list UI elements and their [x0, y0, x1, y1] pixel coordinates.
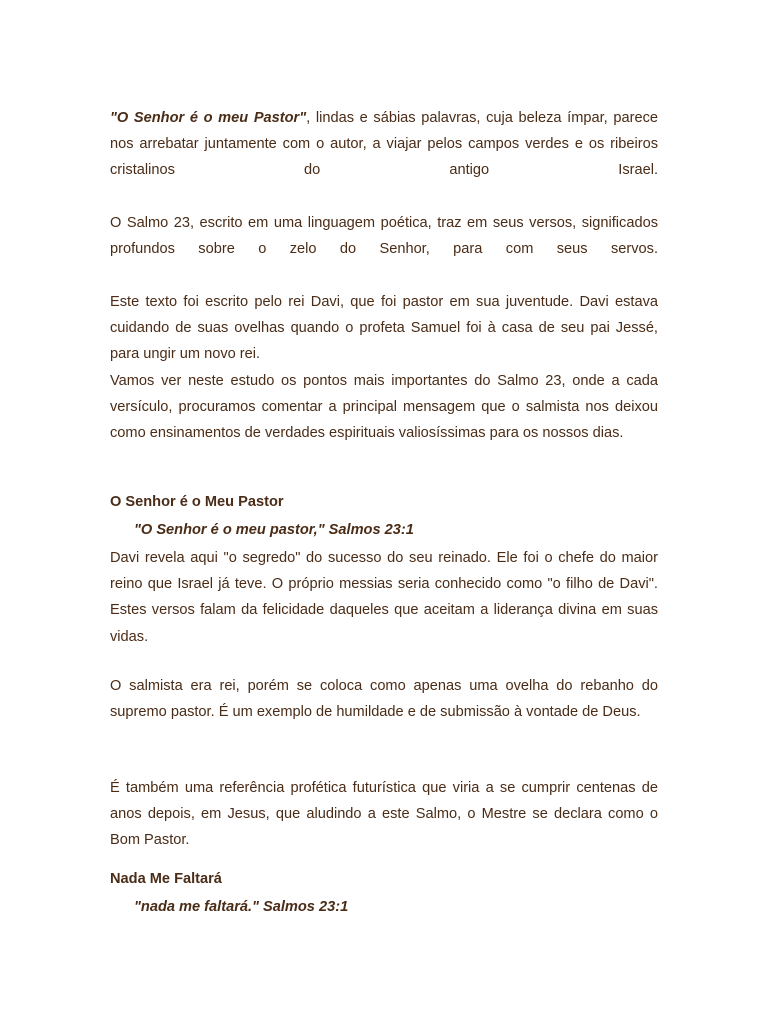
verse-quote-1: "O Senhor é o meu pastor," Salmos 23:1 [134, 521, 414, 538]
intro-text: , lindas e sábias palavras, cuja beleza ímpar, parece nos arrebatar juntamente com o autor, a viajar pelos campos verdes e os ribeiros cristalinos do antigo Israel. [110, 109, 659, 179]
salmo-paragraph: O Salmo 23, escrito em uma linguagem poética, traz em seus versos, significados profundos sobre o zelo do Senhor, para com seus servos. [110, 214, 658, 257]
intro-quote: "O Senhor é o meu Pastor" [110, 109, 307, 126]
humildade-paragraph: O salmista era rei, porém se coloca como apenas uma ovelha do rebanho do supremo pastor. É um exemplo de humildade e de submissão à vontade de Deus. [110, 677, 658, 720]
estudo-paragraph: Vamos ver neste estudo os pontos mais importantes do Salmo 23, onde a cada versículo, procuramos comentar a principal mensagem que o salmista nos deixou como ensinamentos de verdades espirituais valiosíssimas para os nossos dias. [110, 372, 658, 442]
intro-paragraph [110, 105, 658, 184]
davi-paragraph: Este texto foi escrito pelo rei Davi, que foi pastor em sua juventude. Davi estava cuidando de suas ovelhas quando o profeta Samuel foi à casa de seu pai Jessé, para ungir um novo rei. [110, 293, 658, 363]
profetica-paragraph: É também uma referência profética futurística que viria a se cumprir centenas de anos depois, em Jesus, que aludindo a este Salmo, o Mestre se declara como o Bom Pastor. [110, 779, 658, 849]
section-heading-1: O Senhor é o Meu Pastor [110, 493, 284, 510]
section-heading-2: Nada Me Faltará [110, 870, 222, 887]
verse-quote-2: "nada me faltará." Salmos 23:1 [134, 898, 349, 915]
segredo-paragraph: Davi revela aqui "o segredo" do sucesso do seu reinado. Ele foi o chefe do maior reino que Israel já teve. O próprio messias seria conhecido como "o filho de Davi". Estes versos falam da felicidade daqueles que aceitam a liderança divina em suas vidas. [110, 549, 658, 645]
